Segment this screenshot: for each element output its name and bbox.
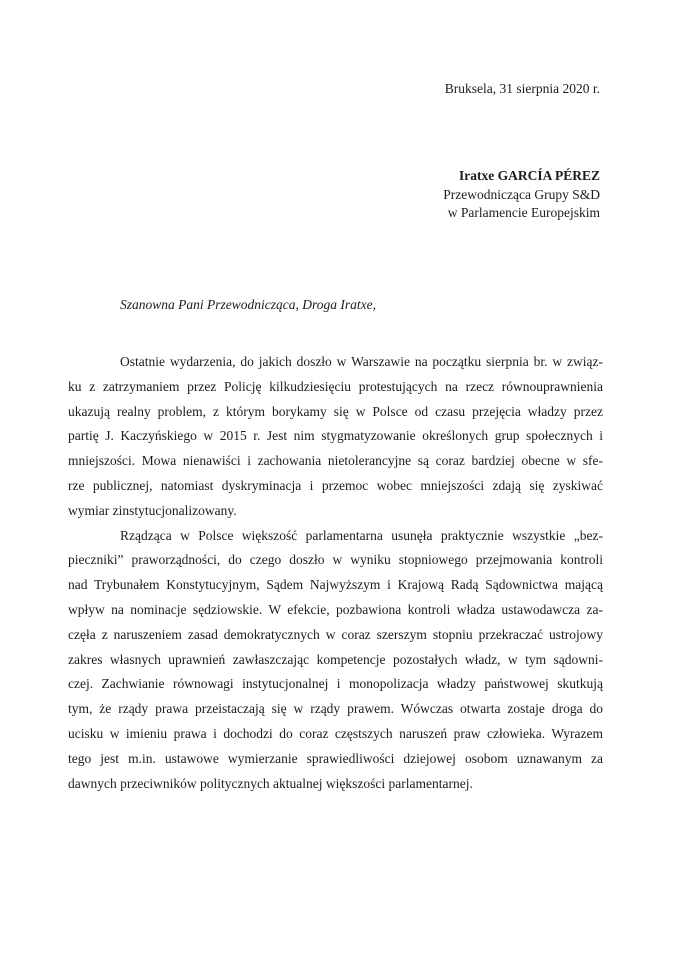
addressee-org: w Parlamencie Europejskim bbox=[447, 205, 600, 221]
text-line: wpływ na nominacje sędziowskie. W efekcie, pozbawiona kontroli władza ustawodawcza za- bbox=[68, 601, 603, 617]
text-line: częła z naruszeniem zasad demokratycznych w coraz szerszym stopniu przekraczać ustrojowy bbox=[68, 626, 603, 642]
addressee-block bbox=[443, 167, 600, 223]
text-line: Rządząca w Polsce większość parlamentarna usunęła praktycznie wszystkie „bez- bbox=[120, 527, 603, 543]
text-line: rze publicznej, natomiast dyskryminacja i przemoc wobec mniejszości zdają się zyskiwać bbox=[68, 477, 603, 493]
text-line: partię J. Kaczyńskiego w 2015 r. Jest nim stygmatyzowanie określonych grup społecznych i bbox=[68, 428, 603, 444]
text-line: tego jest m.in. ustawowe wymierzanie sprawiedliwości dziejowej osobom uznawanym za bbox=[68, 750, 603, 766]
text-line: dawnych przeciwników politycznych aktualnej większości parlamentarnej. bbox=[68, 775, 473, 791]
body-paragraph bbox=[68, 350, 603, 524]
salutation: Szanowna Pani Przewodnicząca, Droga Iratxe, bbox=[120, 297, 376, 312]
text-line: wymiar zinstytucjonalizowany. bbox=[68, 502, 237, 518]
body-paragraph bbox=[68, 524, 603, 797]
text-line: czej. Zachwianie równowagi instytucjonalnej i monopolizacja władzy państwowej skutkują bbox=[68, 676, 603, 692]
addressee-name: Iratxe GARCÍA PÉREZ bbox=[459, 168, 600, 183]
text-line: nad Trybunałem Konstytucyjnym, Sądem Najwyższym i Krajową Radą Sądownictwa mającą bbox=[68, 577, 603, 593]
text-line: pieczniki” praworządności, do czego doszło w wyniku stopniowego przejmowania kontroli bbox=[68, 552, 603, 568]
dateline: Bruksela, 31 sierpnia 2020 r. bbox=[444, 81, 600, 96]
text-line: tym, że rządy prawa przeistaczają się w rządy prawem. Wówczas otwarta zostaje droga do bbox=[68, 701, 603, 717]
text-line: ukazują realny problem, z którym borykamy się w Polsce od czasu przejęcia władzy przez bbox=[68, 403, 603, 419]
text-line: mniejszości. Mowa nienawiści i zachowania nietolerancyjne są coraz bardziej obecne w sfe- bbox=[68, 453, 603, 469]
text-line: ku z zatrzymaniem przez Policję kilkudziesięciu protestujących na rzecz równouprawnienia bbox=[68, 378, 603, 394]
addressee-title: Przewodnicząca Grupy S&D bbox=[443, 186, 600, 202]
text-line: ucisku w imieniu prawa i dochodzi do coraz częstszych naruszeń praw człowieka. Wyrazem bbox=[68, 725, 603, 741]
text-line: zakres własnych uprawnień zawłaszczając kompetencje pozostałych władz, w tym sądowni- bbox=[68, 651, 603, 667]
letter-body bbox=[68, 350, 603, 796]
text-line: Ostatnie wydarzenia, do jakich doszło w Warszawie na początku sierpnia br. w związ- bbox=[120, 354, 603, 369]
